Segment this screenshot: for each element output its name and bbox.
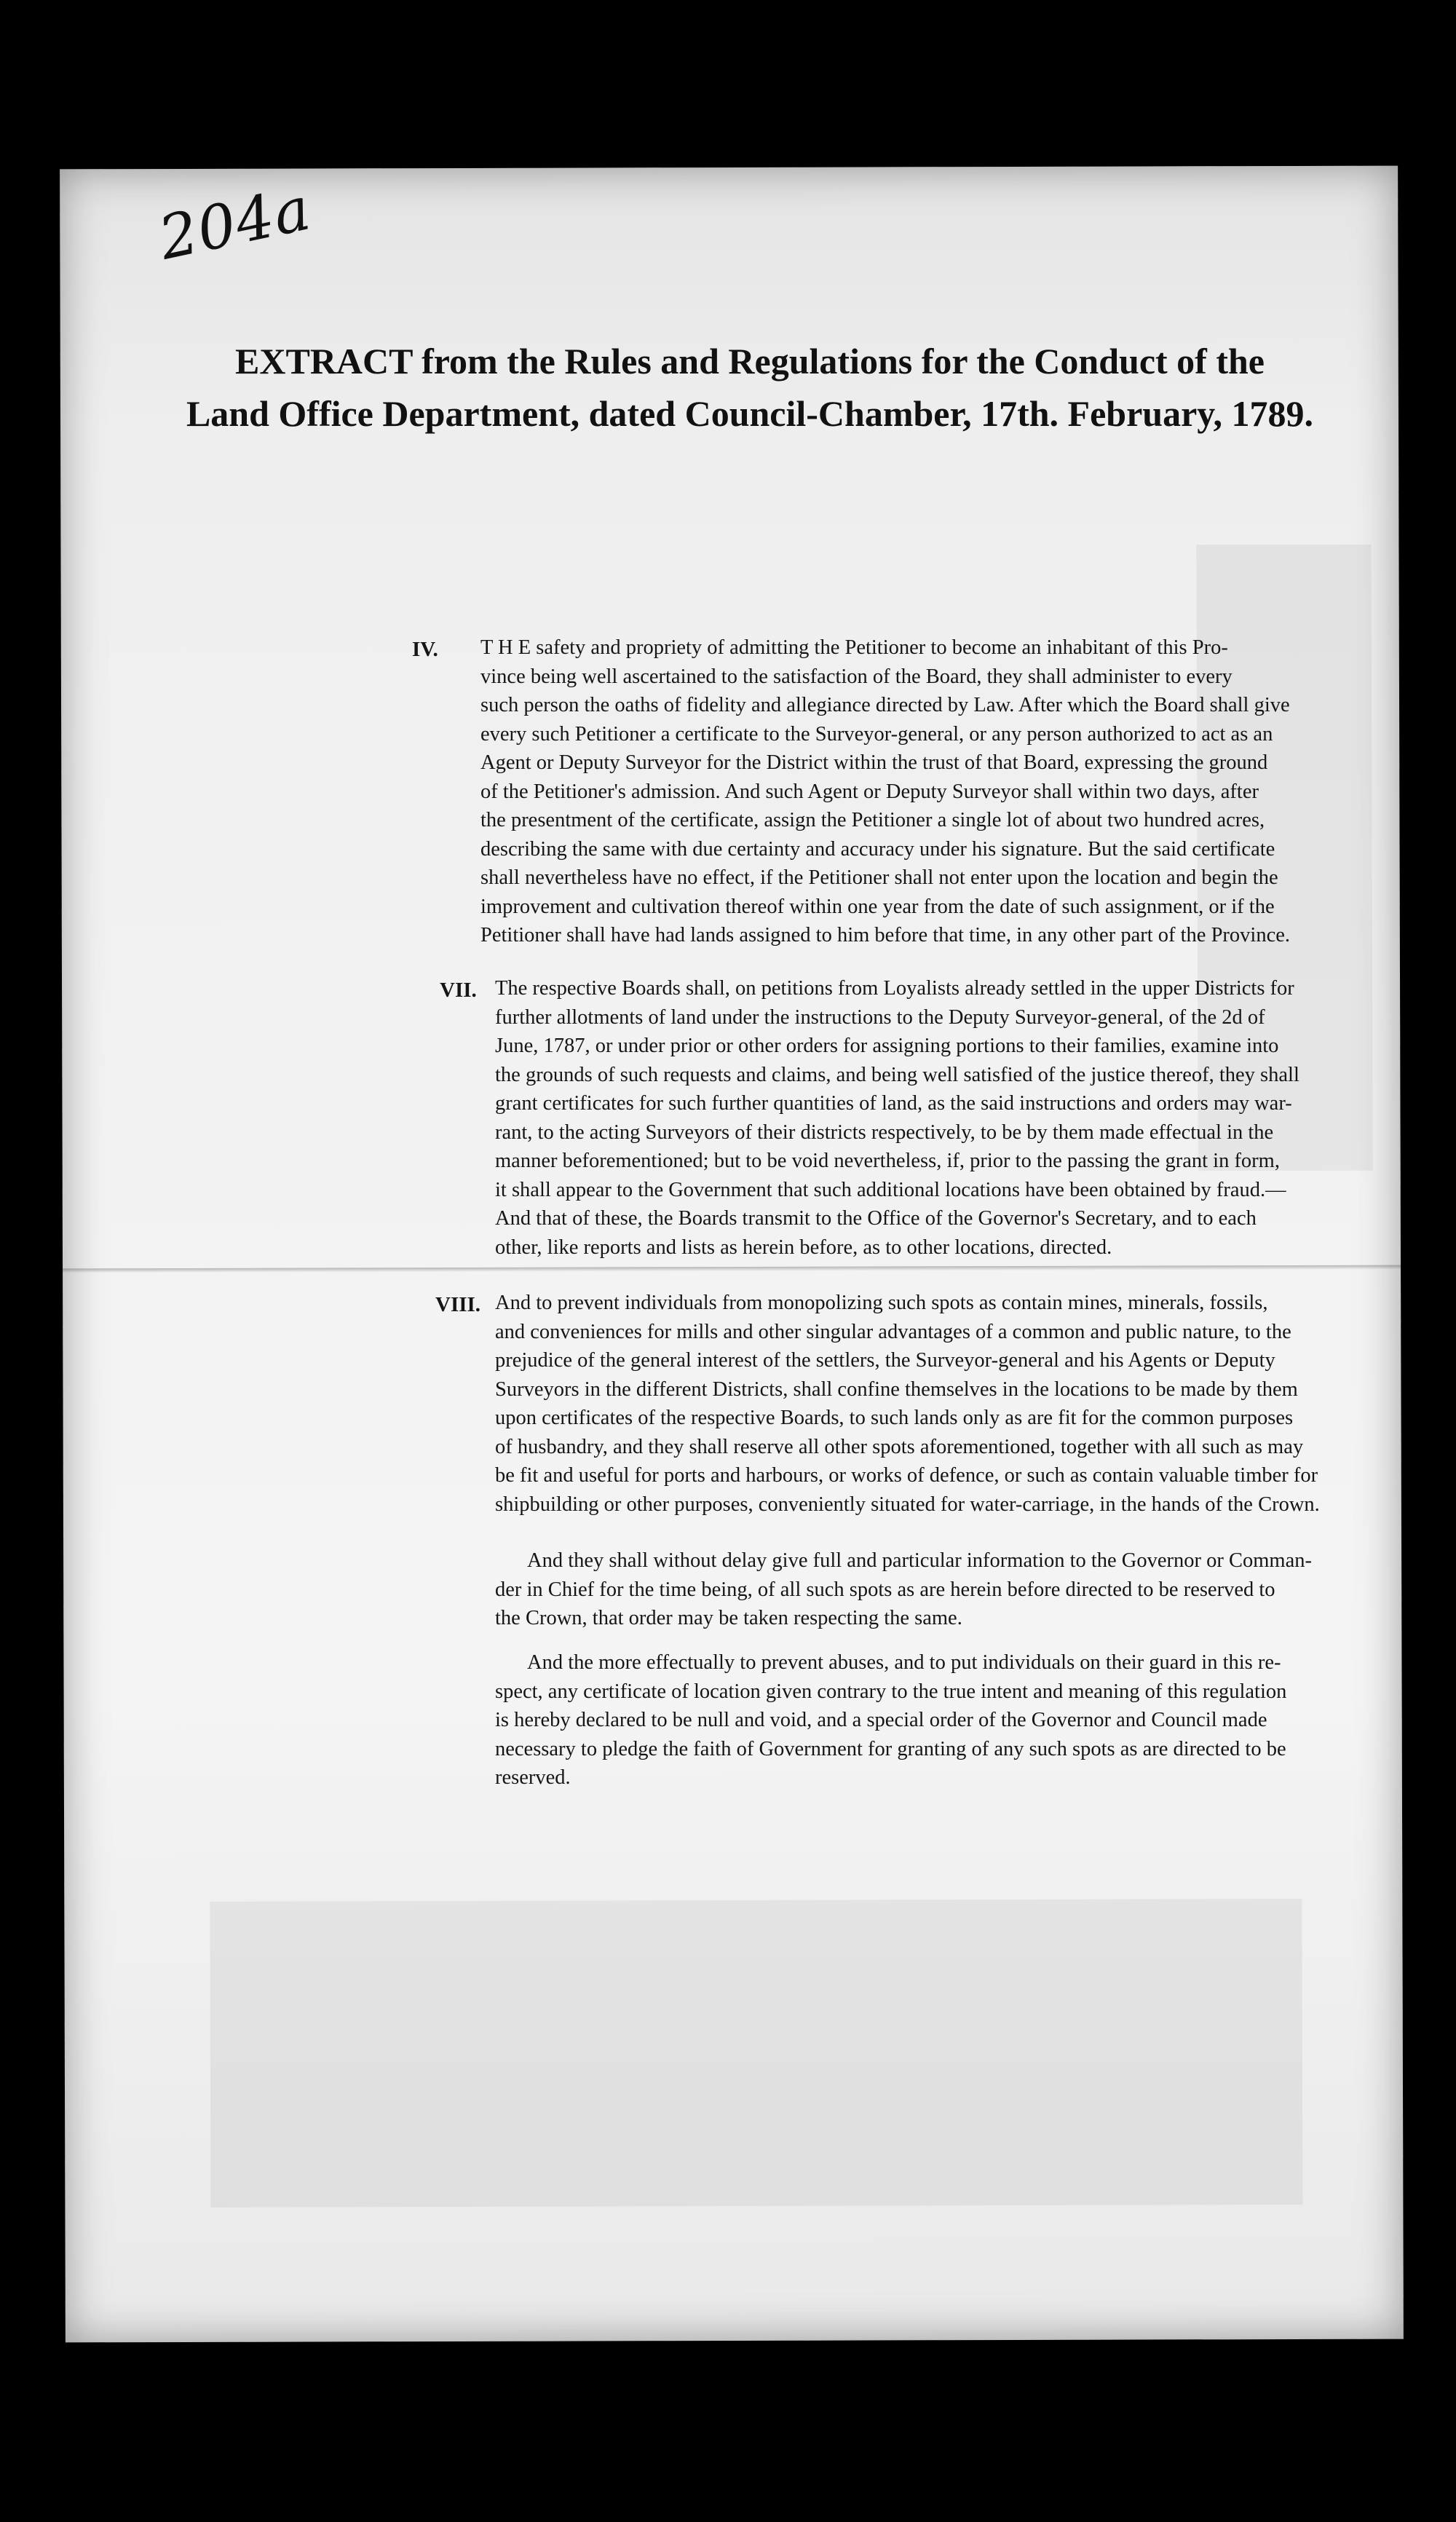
- bleed-through-shadow: [210, 1899, 1302, 2207]
- fold-line: [63, 1265, 1401, 1273]
- text-line: be fit and useful for ports and harbours, or works of defence, or such as contain valuable timber for: [495, 1464, 1318, 1487]
- title-line-2: Land Office Department, dated Council-Chamber, 17th. February, 1789.: [186, 393, 1314, 434]
- handwritten-folio-number: 204a: [153, 174, 317, 274]
- text-line: and conveniences for mills and other singular advantages of a common and public nature, to the: [495, 1320, 1291, 1343]
- text-line: every such Petitioner a certificate to the Surveyor-general, or any person authorized to act as an: [480, 722, 1273, 746]
- text-line: of the Petitioner's admission. And such Agent or Deputy Surveyor shall within two days, after: [480, 780, 1259, 803]
- text-line: shipbuilding or other purposes, conveniently situated for water-carriage, in the hands of the Crown.: [495, 1493, 1320, 1516]
- text-line: And that of these, the Boards transmit to the Office of the Governor's Secretary, and to each: [495, 1207, 1257, 1230]
- paragraph-reserve-information: [495, 1546, 1347, 1633]
- text-line: prejudice of the general interest of the settlers, the Surveyor-general and his Agents or Deputy: [495, 1349, 1275, 1372]
- text-line: it shall appear to the Government that such additional locations have been obtained by fraud.—: [495, 1178, 1286, 1201]
- text-line: describing the same with due certainty and accuracy under his signature. But the said certificate: [480, 837, 1275, 861]
- text-line: Petitioner shall have had lands assigned to him before that time, in any other part of the Province.: [480, 924, 1291, 946]
- section-vii: [495, 974, 1347, 1262]
- text-line: Surveyors in the different Districts, shall confine themselves in the locations to be made by them: [495, 1377, 1298, 1401]
- text-line: grant certificates for such further quantities of land, as the said instructions and orders may war-: [495, 1092, 1292, 1115]
- text-line: the presentment of the certificate, assign the Petitioner a single lot of about two hundred acres,: [480, 809, 1265, 831]
- text-line: further allotments of land under the instructions to the Deputy Surveyor-general, of the 2d of: [495, 1005, 1265, 1029]
- text-line: June, 1787, or under prior or other orders for assigning portions to their families, examine into: [495, 1035, 1279, 1057]
- text-line: upon certificates of the respective Boards, to such lands only as are fit for the common purposes: [495, 1407, 1294, 1429]
- text-line: spect, any certificate of location given contrary to the true intent and meaning of this regulation: [495, 1680, 1287, 1703]
- document-title: [167, 335, 1332, 440]
- text-line: manner beforementioned; but to be void nevertheless, if, prior to the passing the grant in form,: [495, 1150, 1280, 1172]
- paragraph-prevent-abuses: [495, 1648, 1347, 1792]
- text-line: And the more effectually to prevent abuses, and to put individuals on their guard in this re-: [527, 1651, 1281, 1674]
- text-line: And to prevent individuals from monopolizing such spots as contain mines, minerals, fossils,: [495, 1292, 1268, 1314]
- text-line: der in Chief for the time being, of all such spots as are herein before directed to be reserved to: [495, 1578, 1275, 1601]
- text-line: And they shall without delay give full and particular information to the Governor or Comman-: [527, 1549, 1312, 1572]
- text-line: improvement and cultivation thereof within one year from the date of such assignment, or if the: [480, 895, 1275, 918]
- text-line: necessary to pledge the faith of Government for granting of any such spots as are directed to be: [495, 1737, 1286, 1760]
- text-line: such person the oaths of fidelity and allegiance directed by Law. After which the Board shall give: [480, 694, 1290, 716]
- text-line: The respective Boards shall, on petitions from Loyalists already settled in the upper Districts for: [495, 977, 1294, 1000]
- section-iv: [480, 633, 1343, 950]
- text-line: the Crown, that order may be taken respecting the same.: [495, 1607, 962, 1629]
- text-line: Agent or Deputy Surveyor for the District within the trust of that Board, expressing the ground: [480, 751, 1268, 774]
- text-line: reserved.: [495, 1766, 571, 1789]
- text-line: other, like reports and lists as herein before, as to other locations, directed.: [495, 1236, 1112, 1259]
- section-number: IV.: [412, 638, 438, 661]
- title-line-1: EXTRACT from the Rules and Regulations for the Conduct of the: [235, 341, 1265, 382]
- section-number: VIII.: [435, 1293, 481, 1316]
- text-line: the grounds of such requests and claims, and being well satisfied of the justice thereof, they shall: [495, 1063, 1299, 1086]
- text-line: shall nevertheless have no effect, if the Petitioner shall not enter upon the location and begin the: [480, 866, 1278, 889]
- text-line: vince being well ascertained to the satisfaction of the Board, they shall administer to every: [480, 665, 1233, 688]
- text-line: T H E safety and propriety of admitting the Petitioner to become an inhabitant of this Pro-: [480, 636, 1228, 659]
- section-viii: [495, 1289, 1347, 1519]
- section-number: VII.: [440, 979, 477, 1002]
- text-line: rant, to the acting Surveyors of their districts respectively, to be by them made effectual in the: [495, 1120, 1274, 1144]
- text-line: is hereby declared to be null and void, and a special order of the Governor and Council made: [495, 1709, 1267, 1731]
- text-line: of husbandry, and they shall reserve all other spots aforementioned, together with all such as may: [495, 1435, 1304, 1458]
